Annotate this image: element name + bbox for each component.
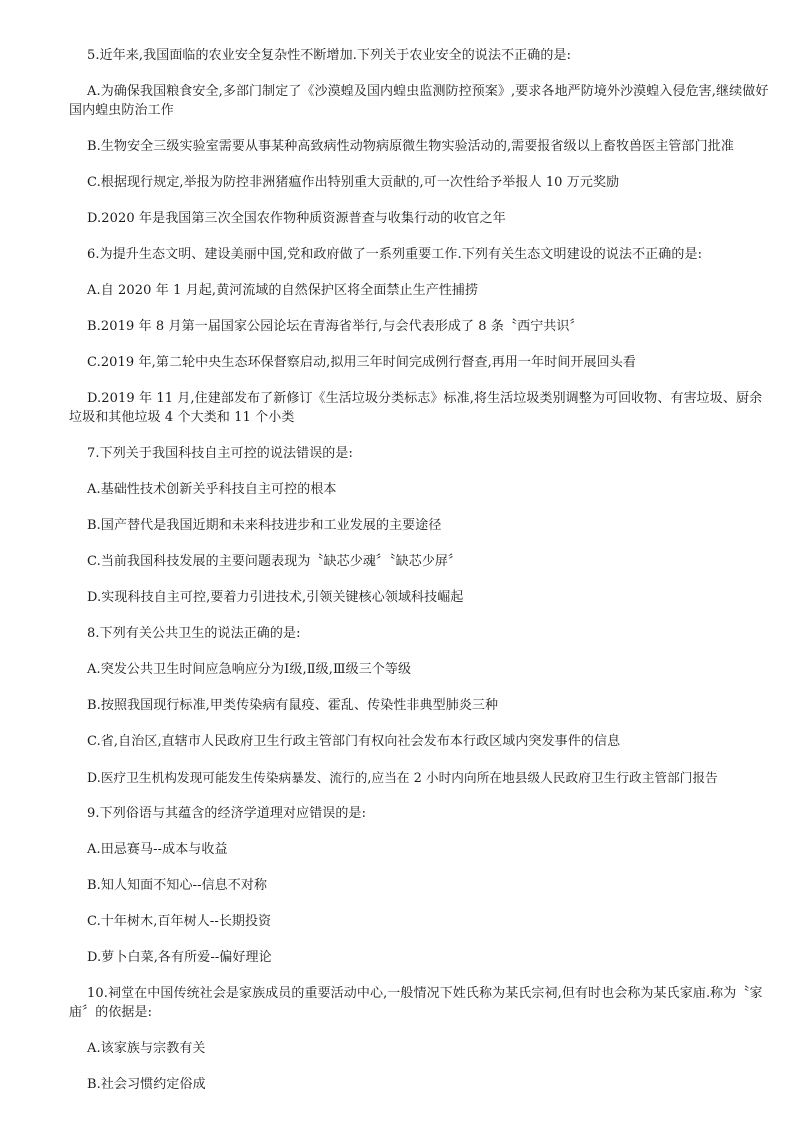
option-a: A.田忌赛马--成本与收益 xyxy=(87,842,228,857)
option-a: A.基础性技术创新关乎科技自主可控的根本 xyxy=(87,482,337,497)
option-c: C.十年树木,百年树人--长期投资 xyxy=(87,914,272,929)
option-b: B.社会习惯约定俗成 xyxy=(87,1077,206,1092)
option-b: B.2019 年 8 月第一届国家公园论坛在青海省举行,与会代表形成了 8 条〝西宁共识〞 xyxy=(87,319,583,334)
option-d: D.萝卜白菜,各有所爱--偏好理论 xyxy=(87,950,272,965)
option-a: A.自 2020 年 1 月起,黄河流域的自然保护区将全面禁止生产性捕捞 xyxy=(87,283,479,298)
question-stem: 6.为提升生态文明、建设美丽中国,党和政府做了一系列重要工作.下列有关生态文明建设的说法不正确的是: xyxy=(87,247,703,262)
option-c: C.根据现行规定,举报为防控非洲猪瘟作出特别重大贡献的,可一次性给予举报人 10 万元奖励 xyxy=(87,175,620,190)
question-stem: 7.下列关于我国科技自主可控的说法错误的是: xyxy=(87,446,353,461)
option-c: C.2019 年,第二轮中央生态环保督察启动,拟用三年时间完成例行督查,再用一年时间开展回头看 xyxy=(87,355,636,370)
question-6 xyxy=(69,245,784,427)
option-a: A.该家族与宗教有关 xyxy=(87,1041,206,1056)
option-a: A.为确保我国粮食安全,多部门制定了《沙漠蝗及国内蝗虫监测防控预案》,要求各地严防境外沙漠蝗入侵危害,继续做好国内蝗虫防治工作 xyxy=(69,84,769,118)
question-8 xyxy=(87,624,784,787)
question-5 xyxy=(69,46,784,228)
option-a: A.突发公共卫生时间应急响应分为Ⅰ级,Ⅱ级,Ⅲ级三个等级 xyxy=(87,662,412,677)
option-d: D.实现科技自主可控,要着力引进技术,引领关键核心领域科技崛起 xyxy=(87,590,464,605)
option-b: B.按照我国现行标准,甲类传染病有鼠疫、霍乱、传染性非典型肺炎三种 xyxy=(87,698,499,713)
option-d: D.2020 年是我国第三次全国农作物种质资源普查与收集行动的收官之年 xyxy=(87,211,506,226)
question-stem: 9.下列俗语与其蕴含的经济学道理对应错误的是: xyxy=(87,806,367,821)
question-7 xyxy=(87,444,784,607)
option-c: C.省,自治区,直辖市人民政府卫生行政主管部门有权向社会发布本行政区域内突发事件的信息 xyxy=(87,734,621,749)
option-c: C.当前我国科技发展的主要问题表现为〝缺芯少魂〞〝缺芯少屏〞 xyxy=(87,554,462,569)
question-stem: 5.近年来,我国面临的农业安全复杂性不断增加.下列关于农业安全的说法不正确的是: xyxy=(87,48,572,63)
option-b: B.知人知面不知心--信息不对称 xyxy=(87,878,268,893)
option-b: B.国产替代是我国近期和未来科技进步和工业发展的主要途径 xyxy=(87,518,442,533)
option-b: B.生物安全三级实验室需要从事某种高致病性动物病原微生物实验活动的,需要报省级以上畜牧兽医主管部门批准 xyxy=(87,139,734,154)
option-d: D.2019 年 11 月,住建部发布了新修订《生活垃圾分类标志》标准,将生活垃圾类别调整为可回收物、有害垃圾、厨余垃圾和其他垃圾 4 个大类和 11 个小类 xyxy=(69,391,763,425)
option-d: D.医疗卫生机构发现可能发生传染病暴发、流行的,应当在 2 小时内向所在地县级人民政府卫生行政主管部门报告 xyxy=(87,770,718,785)
question-10 xyxy=(69,984,784,1094)
question-stem: 10.祠堂在中国传统社会是家族成员的重要活动中心,一般情况下姓氏称为某氏宗祠,但有时也会称为某氏家庙.称为〝家庙〞的依据是: xyxy=(69,986,763,1020)
question-stem: 8.下列有关公共卫生的说法正确的是: xyxy=(87,626,301,641)
question-9 xyxy=(87,804,784,967)
